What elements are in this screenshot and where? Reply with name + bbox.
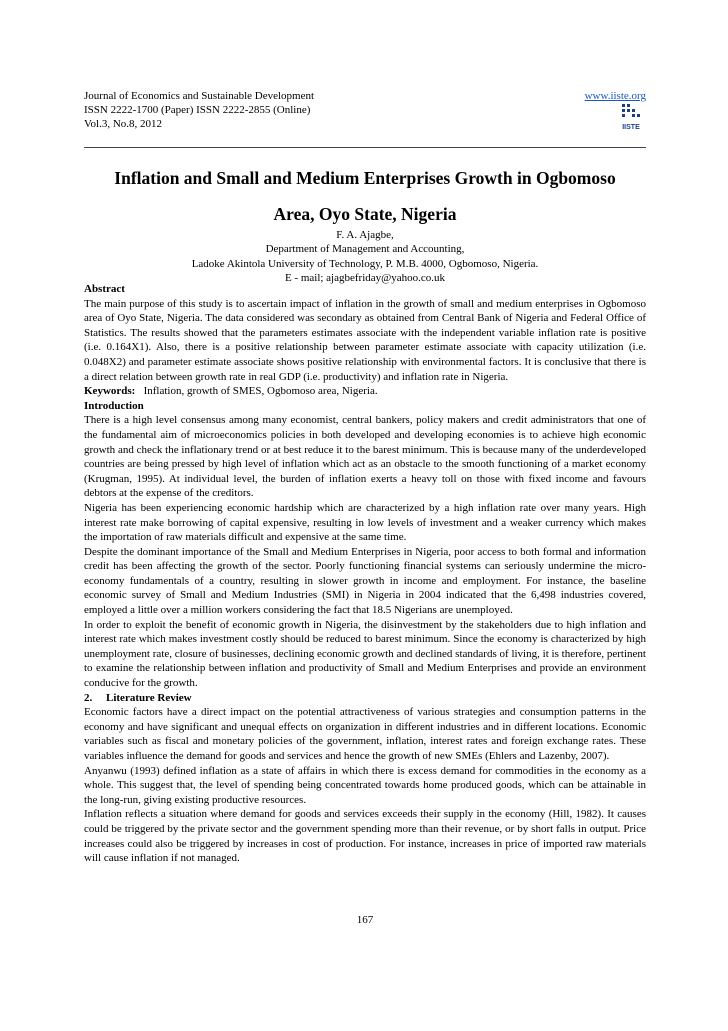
intro-paragraph-2: Nigeria has been experiencing economic hardship which are characterized by a high inflation rate over many years. High interest rate make borrowing of capital expensive, resulting in low levels of investment and a weaker currency which makes the importation of raw materials difficult and expensive at the same time. xyxy=(84,501,646,544)
issn-line: ISSN 2222-1700 (Paper) ISSN 2222-2855 (Online) xyxy=(84,104,311,116)
title-line-2: Area, Oyo State, Nigeria xyxy=(273,204,457,224)
literature-paragraph-1: Economic factors have a direct impact on the potential attractiveness of various strategies and consumption patterns in the economy and have significant and unequal effects on organization in different industries and in different locations. Economic variables such as fiscal and monetary policies of the government, inflation, interest rates and foreign exchange rates. These variables influence the demand for goods and services and hence the growth of new SMEs (Ehlers and Lazenby, 2007). xyxy=(84,706,646,762)
paper-title xyxy=(84,160,646,232)
keywords-line xyxy=(84,384,646,399)
author-email: E - mail; ajagbefriday@yahoo.co.uk xyxy=(284,271,446,284)
title-line-1: Inflation and Small and Medium Enterprises Growth in Ogbomoso xyxy=(114,168,616,188)
volume-line: Vol.3, No.8, 2012 xyxy=(84,118,163,130)
abstract-text: The main purpose of this study is to ascertain impact of inflation in the growth of small and medium enterprises in Ogbomoso area of Oyo State, Nigeria. The data considered was secondary as obtained from Central Bank of Nigeria and Federal Office of Statistics. The results showed that the parameters estimates associate with the independent variable inflation rate is positive (i.e. 0.164X1). Also, there is a positive relationship between parameter estimate associate with capacity utilization (i.e. 0.048X2) and parameter estimate associate shows positive relationship with environmental factors. It is conclusive that there is a direct relation between growth rate in real GDP (i.e. productivity) and inflation rate in Nigeria. xyxy=(84,297,646,383)
keywords-text: Inflation, growth of SMES, Ogbomoso area, Nigeria. xyxy=(143,385,378,398)
svg-text:IISTE: IISTE xyxy=(622,124,640,131)
iiste-logo-icon xyxy=(620,104,642,132)
introduction-heading: Introduction xyxy=(84,399,144,412)
keywords-label: Keywords: xyxy=(84,385,136,398)
literature-paragraph-3: Inflation reflects a situation where demand for goods and services exceeds their supply in the economy (Hill, 1982). It causes could be triggered by the private sector and the government spending more than their revenue, or by short falls in output. Price increases could also be triggered by increases in cost of production. For instance, increases in price of imported raw materials will cause inflation if not managed. xyxy=(84,808,646,865)
author-university: Ladoke Akintola University of Technology, P. M.B. 4000, Ogbomoso, Nigeria. xyxy=(191,257,539,270)
journal-header xyxy=(84,89,646,131)
paper-body xyxy=(84,282,646,866)
header-divider xyxy=(84,147,646,148)
intro-paragraph-4: In order to exploit the benefit of economic growth in Nigeria, the disinvestment by the stakeholders due to high inflation and interest rate which makes investment costly should be reduced to barest minimum. Since the economy is characterized by high unemployment rate, closure of businesses, declining economic growth and declined standards of living, it is therefore, pertinent to examine the relationship between inflation and productivity of Small and Medium Enterprises and provide an environment conducive for the growth. xyxy=(84,618,646,690)
journal-name: Journal of Economics and Sustainable Development xyxy=(84,90,315,102)
intro-paragraph-1: There is a high level consensus among many economist, central bankers, policy makers and credit administrators that one of the fundamental aim of microeconomics policies in both developed and developing economies is to achieve high economic growth and check the inflationary trend or at best reduce it to the barest minimum. This is because many of the underdeveloped countries are being pressed by high level of inflation which act as an obstacle to the smooth functioning of a market economy (Krugman, 1995). At individual level, the burden of inflation exerts a heavy toll on those with fixed income and favours debtors at the expense of the creditors. xyxy=(84,414,646,500)
author-block xyxy=(84,228,646,285)
literature-paragraph-2: Anyanwu (1993) defined inflation as a state of affairs in which there is excess demand for commodities in the economy as a whole. This suggest that, the level of spending being concentrated towards home produced goods, which can be attainable in the long-run, giving existing productive resources. xyxy=(84,764,646,806)
journal-url-link[interactable]: www.iiste.org xyxy=(584,90,646,102)
literature-review-heading: 2. Literature Review xyxy=(84,691,192,704)
page-number: 167 xyxy=(356,914,374,926)
abstract-heading: Abstract xyxy=(84,283,125,295)
author-department: Department of Management and Accounting, xyxy=(265,243,465,256)
intro-paragraph-3: Despite the dominant importance of the Small and Medium Enterprises in Nigeria, poor access to both formal and information credit has been affecting the growth of the sector. Poorly functioning financial systems can seriously undermine the micro-economy fundamentals of a country, resulting in slower growth in income and employment. For instance, the baseline economic survey of Small and Medium Industries (SMI) in Nigeria in 2004 indicated that the 6,498 industries covered, employed a little over a million workers considering the fact that 18.5 Nigerians are unemployed. xyxy=(84,545,646,617)
author-name: F. A. Ajagbe, xyxy=(336,229,394,241)
